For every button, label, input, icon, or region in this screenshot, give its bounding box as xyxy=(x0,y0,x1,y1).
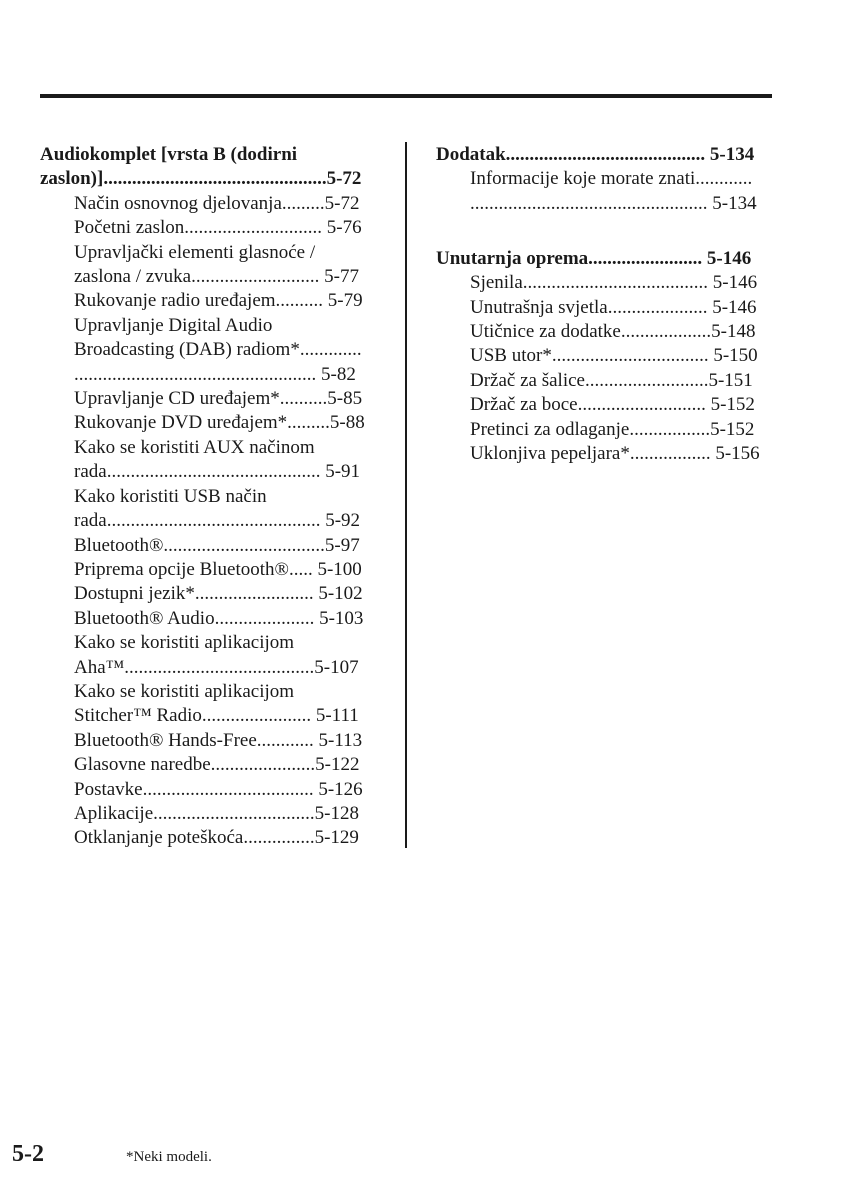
toc-entry[interactable]: Aha™........................................5-107 xyxy=(74,656,359,678)
toc-entry[interactable]: zaslona / zvuka........................... 5-77 xyxy=(74,266,359,288)
toc-entry[interactable]: rada............................................. 5-92 xyxy=(74,510,361,532)
toc-entry[interactable]: Glasovne naredbe......................5-122 xyxy=(74,754,360,776)
toc-entry[interactable]: Početni zaslon............................. 5-76 xyxy=(74,217,362,239)
toc-entry[interactable]: Pretinci za odlaganje.................5-152 xyxy=(470,418,755,440)
toc-entry[interactable]: Dostupni jezik*......................... 5-102 xyxy=(74,583,363,605)
toc-entry[interactable]: Upravljački elementi glasnoće / xyxy=(74,241,316,263)
toc-entry[interactable]: Držač za boce........................... 5-152 xyxy=(470,394,755,416)
toc-entry[interactable]: Sjenila....................................... 5-146 xyxy=(470,272,758,294)
toc-entry[interactable]: Kako se koristiti AUX načinom xyxy=(74,436,315,458)
toc-entry[interactable]: .................................................. 5-134 xyxy=(470,192,757,214)
toc-heading[interactable]: Audiokomplet [vrsta B (dodirni xyxy=(40,144,298,165)
toc-heading[interactable]: Unutarnja oprema........................ 5-146 xyxy=(436,247,752,269)
toc-heading[interactable]: zaslon)]...............................................5-72 xyxy=(40,168,362,190)
toc-entry[interactable]: Stitcher™ Radio....................... 5-111 xyxy=(74,705,359,727)
toc-entry[interactable]: Bluetooth® Hands-Free............ 5-113 xyxy=(74,729,363,751)
section-gap xyxy=(436,216,772,247)
toc-entry[interactable]: ................................................... 5-82 xyxy=(74,363,356,385)
toc-entry[interactable]: Utičnice za dodatke...................5-148 xyxy=(470,321,756,343)
toc-entry[interactable]: Rukovanje DVD uređajem*.........5-88 xyxy=(74,412,365,434)
toc-entry[interactable]: Kako koristiti USB način xyxy=(74,485,267,507)
toc-entry[interactable]: Unutrašnja svjetla..................... 5-146 xyxy=(470,296,757,318)
page-number: 5-2 xyxy=(12,1141,44,1167)
toc-entry[interactable]: Upravljanje CD uređajem*..........5-85 xyxy=(74,388,363,410)
toc-entry[interactable]: Informacije koje morate znati............ xyxy=(470,168,753,190)
toc-entry[interactable]: Bluetooth®..................................5-97 xyxy=(74,534,360,556)
footnote: *Neki modeli. xyxy=(126,1149,212,1165)
toc-entry[interactable]: Rukovanje radio uređajem.......... 5-79 xyxy=(74,290,363,312)
toc-entry[interactable]: Kako se koristiti aplikacijom xyxy=(74,632,295,654)
header-rule xyxy=(40,94,772,98)
toc-entry[interactable]: Bluetooth® Audio..................... 5-103 xyxy=(74,607,364,629)
toc-heading[interactable]: Dodatak.......................................... 5-134 xyxy=(436,144,755,165)
toc-entry[interactable]: Aplikacije..................................5-128 xyxy=(74,802,359,824)
toc-entry[interactable]: Postavke.................................... 5-126 xyxy=(74,778,363,800)
toc-right-column xyxy=(436,143,772,466)
column-divider xyxy=(405,142,407,848)
toc-entry[interactable]: rada............................................. 5-91 xyxy=(74,461,361,483)
toc-entry[interactable]: Priprema opcije Bluetooth®..... 5-100 xyxy=(74,558,362,580)
toc-entry[interactable]: USB utor*................................. 5-150 xyxy=(470,345,758,367)
toc-entry[interactable]: Način osnovnog djelovanja.........5-72 xyxy=(74,192,360,214)
toc-entry[interactable]: Broadcasting (DAB) radiom*............. xyxy=(74,339,362,361)
toc-left-column xyxy=(40,143,377,851)
toc-entry[interactable]: Kako se koristiti aplikacijom xyxy=(74,680,295,702)
toc-entry[interactable]: Upravljanje Digital Audio xyxy=(74,314,273,336)
toc-entry[interactable]: Otklanjanje poteškoća...............5-129 xyxy=(74,827,359,849)
toc-entry[interactable]: Držač za šalice..........................5-151 xyxy=(470,369,753,391)
toc-entry[interactable]: Uklonjiva pepeljara*................. 5-156 xyxy=(470,443,760,465)
